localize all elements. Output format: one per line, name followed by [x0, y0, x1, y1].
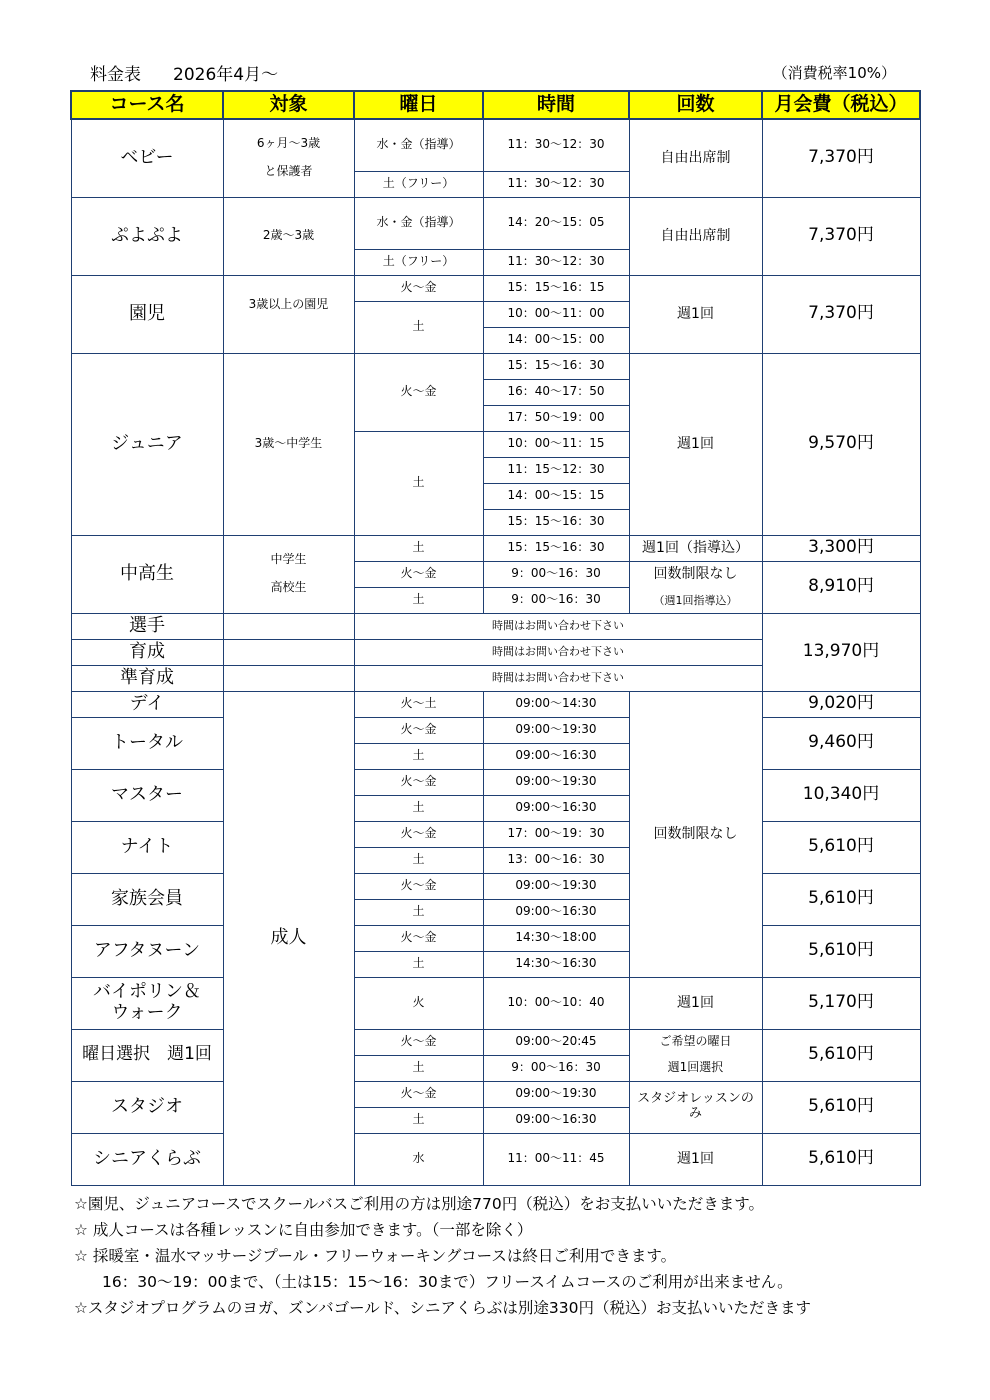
- course-name-line: バイポリン＆: [93, 981, 201, 1003]
- day-cell: 土: [354, 431, 483, 535]
- time-cell: 11：30～12：30: [483, 249, 629, 275]
- time-cell: 15：15～16：30: [483, 535, 629, 561]
- course-name: 曜日選択 週1回: [71, 1029, 223, 1081]
- frequency-cell: [629, 561, 762, 613]
- table-row: [71, 925, 920, 951]
- course-name: 育成: [71, 639, 223, 665]
- day-cell: 土: [354, 535, 483, 561]
- time-cell: 9：00～16：30: [483, 561, 629, 587]
- course-name-line: ウォーク: [111, 1002, 183, 1023]
- day-cell: 水・金（指導）: [354, 197, 483, 249]
- footnote-bus: ☆園児、ジュニアコースでスクールバスご利用の方は別途770円（税込）をお支払いいただきます。: [74, 1195, 764, 1213]
- frequency-cell: [629, 1081, 762, 1133]
- inquiry-note: 時間はお問い合わせ下さい: [354, 613, 762, 639]
- table-row: [71, 1029, 920, 1055]
- course-name: マスター: [71, 769, 223, 821]
- table-row: [71, 353, 920, 379]
- day-cell: 火～金: [354, 717, 483, 743]
- frequency-cell: 週1回: [629, 1133, 762, 1185]
- time-cell: 17：50～19：00: [483, 405, 629, 431]
- table-header-row: [71, 91, 920, 119]
- fee-cell: 5,610円: [762, 1081, 920, 1133]
- column-header-fee: 月会費（税込）: [762, 91, 920, 119]
- course-name: 中高生: [71, 535, 223, 613]
- frequency-cell: 自由出席制: [629, 119, 762, 197]
- table-row: [71, 977, 920, 1029]
- table-row: [71, 1081, 920, 1107]
- time-cell: 09:00～16:30: [483, 1107, 629, 1133]
- time-cell: 11：30～12：30: [483, 119, 629, 171]
- table-row: [71, 613, 920, 639]
- time-cell: 10：00～11：00: [483, 301, 629, 327]
- day-cell: 土: [354, 301, 483, 353]
- fee-cell: 7,370円: [762, 197, 920, 275]
- day-cell: 火～金: [354, 1029, 483, 1055]
- fee-cell: 7,370円: [762, 275, 920, 353]
- table-row: [71, 1133, 920, 1185]
- time-cell: 17：00～19：30: [483, 821, 629, 847]
- day-cell: 火～金: [354, 873, 483, 899]
- fee-cell: 3,300円: [762, 535, 920, 561]
- course-name: 準育成: [71, 665, 223, 691]
- fee-cell: 5,610円: [762, 1029, 920, 1081]
- inquiry-note: 時間はお問い合わせ下さい: [354, 665, 762, 691]
- target-cell: 3歳以上の園児: [223, 275, 354, 353]
- table-row: [71, 119, 920, 171]
- day-cell: 火～金: [354, 1081, 483, 1107]
- column-header-course: コース名: [71, 91, 223, 119]
- frequency-line: 回数制限なし: [653, 565, 738, 582]
- fee-table: [70, 90, 921, 1186]
- time-cell: 16：40～17：50: [483, 379, 629, 405]
- footnote-studio-fee: ☆スタジオプログラムのヨガ、ズンバゴールド、シニアくらぶは別途330円（税込）お支払いいただきます: [74, 1299, 811, 1317]
- time-cell: 14:30～16:30: [483, 951, 629, 977]
- day-cell: 土: [354, 587, 483, 613]
- column-header-frequency: 回数: [629, 91, 762, 119]
- footnote-free-swim: 16：30～19：00まで、（土は15：15～16：30まで）フリースイムコースのご利用が出来ません。: [102, 1273, 793, 1291]
- frequency-line: み: [688, 1106, 702, 1121]
- frequency-cell: 週1回: [629, 977, 762, 1029]
- frequency-cell: 週1回（指導込）: [629, 535, 762, 561]
- time-cell: 9：00～16：30: [483, 587, 629, 613]
- column-header-time: 時間: [483, 91, 629, 119]
- time-cell: 14：00～15：15: [483, 483, 629, 509]
- frequency-cell: [629, 1029, 762, 1081]
- day-cell: 火～金: [354, 353, 483, 431]
- time-cell: 10：00～11：15: [483, 431, 629, 457]
- day-cell: 水・金（指導）: [354, 119, 483, 171]
- day-cell: 火～金: [354, 769, 483, 795]
- day-cell: 火～金: [354, 275, 483, 301]
- footnotes: [74, 1191, 811, 1321]
- time-cell: 9：00～16：30: [483, 1055, 629, 1081]
- day-cell: 火～土: [354, 691, 483, 717]
- course-name: 園児: [71, 275, 223, 353]
- target-cell: [223, 613, 354, 639]
- course-name: トータル: [71, 717, 223, 769]
- time-cell: 09:00～20:45: [483, 1029, 629, 1055]
- fee-cell: 9,460円: [762, 717, 920, 769]
- course-name: デイ: [71, 691, 223, 717]
- time-cell: 15：15～16：30: [483, 509, 629, 535]
- day-cell: 土: [354, 743, 483, 769]
- course-name: 選手: [71, 613, 223, 639]
- target-cell: 成人: [223, 691, 354, 1185]
- time-cell: 09:00～19:30: [483, 1081, 629, 1107]
- effective-date: 2026年4月～: [173, 65, 279, 85]
- table-row: [71, 821, 920, 847]
- time-cell: 09:00～19:30: [483, 769, 629, 795]
- time-cell: 09:00～16:30: [483, 899, 629, 925]
- page-title: [90, 60, 278, 85]
- course-name: シニアくらぶ: [71, 1133, 223, 1185]
- frequency-line: 週1回選択: [667, 1060, 724, 1074]
- footnote-facilities: ☆ 採暖室・温水マッサージプール・フリーウォーキングコースは終日ご利用できます。: [74, 1247, 677, 1265]
- course-name: ぷよぷよ: [71, 197, 223, 275]
- time-cell: 11：15～12：30: [483, 457, 629, 483]
- target-line: 中学生: [270, 552, 307, 567]
- frequency-line: スタジオレッスンの: [637, 1091, 754, 1107]
- day-cell: 土: [354, 795, 483, 821]
- time-cell: 09:00～19:30: [483, 717, 629, 743]
- time-cell: 14：20～15：05: [483, 197, 629, 249]
- target-line: 6ヶ月～3歳: [256, 136, 321, 151]
- fee-cell: 5,610円: [762, 925, 920, 977]
- time-cell: 11：00～11：45: [483, 1133, 629, 1185]
- course-name: 家族会員: [71, 873, 223, 925]
- frequency-cell: 週1回: [629, 275, 762, 353]
- time-cell: 14：00～15：00: [483, 327, 629, 353]
- footnote-adult-lessons: ☆ 成人コースは各種レッスンに自由参加できます。（一部を除く）: [74, 1221, 533, 1239]
- day-cell: 水: [354, 1133, 483, 1185]
- target-cell: [223, 665, 354, 691]
- time-cell: 15：15～16：15: [483, 275, 629, 301]
- fee-cell: 9,020円: [762, 691, 920, 717]
- time-cell: 09:00～16:30: [483, 743, 629, 769]
- course-name: ナイト: [71, 821, 223, 873]
- frequency-cell: 週1回: [629, 353, 762, 535]
- title-text: 料金表: [90, 65, 141, 85]
- target-cell: 2歳～3歳: [223, 197, 354, 275]
- day-cell: 火～金: [354, 821, 483, 847]
- target-cell: [223, 639, 354, 665]
- fee-cell: 5,610円: [762, 873, 920, 925]
- day-cell: 土: [354, 1055, 483, 1081]
- column-header-day: 曜日: [354, 91, 483, 119]
- fee-cell: 5,610円: [762, 821, 920, 873]
- target-line: 高校生: [270, 580, 307, 594]
- table-row: [71, 535, 920, 561]
- table-row: [71, 769, 920, 795]
- table-row: [71, 275, 920, 301]
- table-row: [71, 873, 920, 899]
- frequency-line: ご希望の曜日: [659, 1034, 732, 1049]
- fee-cell: 7,370円: [762, 119, 920, 197]
- day-cell: 土: [354, 1107, 483, 1133]
- time-cell: 14:30～18:00: [483, 925, 629, 951]
- fee-cell: 10,340円: [762, 769, 920, 821]
- day-cell: 土（フリー）: [354, 171, 483, 197]
- target-cell: 3歳～中学生: [223, 353, 354, 535]
- day-cell: 土（フリー）: [354, 249, 483, 275]
- inquiry-note: 時間はお問い合わせ下さい: [354, 639, 762, 665]
- table-row: [71, 197, 920, 249]
- frequency-cell: 自由出席制: [629, 197, 762, 275]
- time-cell: 09:00～19:30: [483, 873, 629, 899]
- frequency-cell: 回数制限なし: [629, 691, 762, 977]
- day-cell: 火～金: [354, 925, 483, 951]
- fee-cell: 8,910円: [762, 561, 920, 613]
- day-cell: 土: [354, 899, 483, 925]
- time-cell: 09:00～14:30: [483, 691, 629, 717]
- day-cell: 土: [354, 951, 483, 977]
- time-cell: 09:00～16:30: [483, 795, 629, 821]
- column-header-target: 対象: [223, 91, 354, 119]
- day-cell: 火～金: [354, 561, 483, 587]
- fee-cell: 13,970円: [762, 613, 920, 691]
- course-name: アフタヌーン: [71, 925, 223, 977]
- target-cell: [223, 119, 354, 197]
- target-cell: [223, 535, 354, 613]
- frequency-line: （週1回指導込）: [653, 594, 738, 607]
- tax-note: （消費税率10%）: [772, 64, 896, 82]
- table-row: [71, 717, 920, 743]
- course-name: スタジオ: [71, 1081, 223, 1133]
- time-cell: 15：15～16：30: [483, 353, 629, 379]
- course-name: ベビー: [71, 119, 223, 197]
- time-cell: 11：30～12：30: [483, 171, 629, 197]
- table-row: [71, 691, 920, 717]
- target-line: と保護者: [264, 164, 313, 179]
- day-cell: 土: [354, 847, 483, 873]
- fee-cell: 5,610円: [762, 1133, 920, 1185]
- course-name: [71, 977, 223, 1029]
- fee-cell: 9,570円: [762, 353, 920, 535]
- course-name: ジュニア: [71, 353, 223, 535]
- time-cell: 13：00～16：30: [483, 847, 629, 873]
- time-cell: 10：00～10：40: [483, 977, 629, 1029]
- fee-cell: 5,170円: [762, 977, 920, 1029]
- day-cell: 火: [354, 977, 483, 1029]
